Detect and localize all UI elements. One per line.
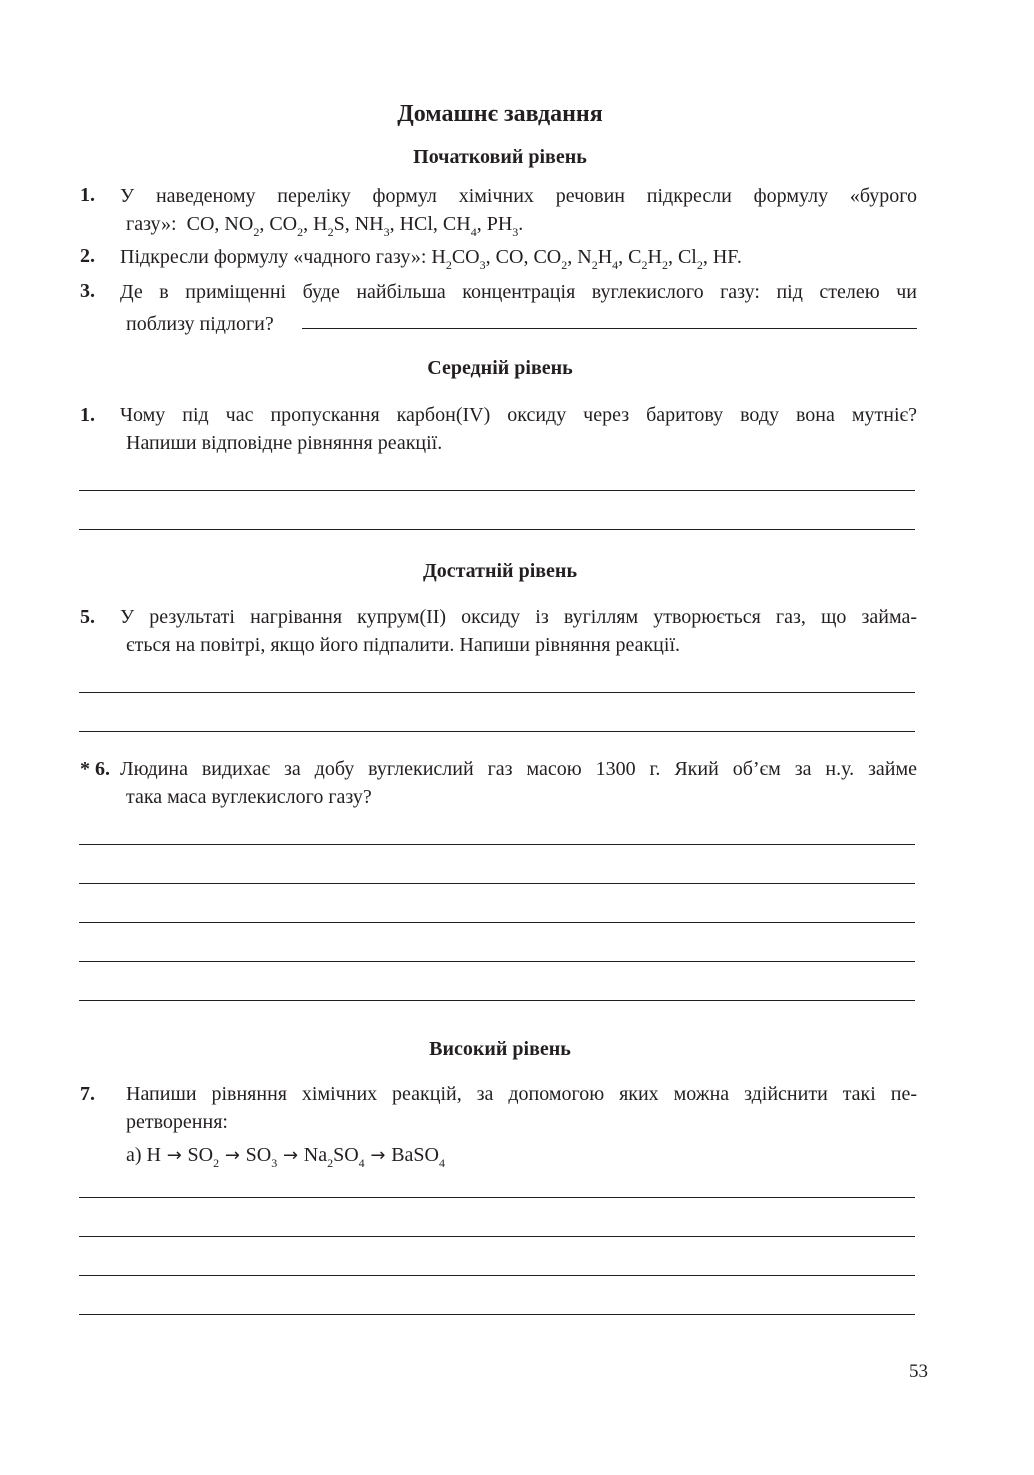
arrow-right-icon: → <box>161 1145 188 1166</box>
level-heading-initial: Початковий рівень <box>413 146 587 168</box>
chain-formulas <box>146 1144 445 1170</box>
chemical-formula: HCl <box>399 213 433 235</box>
chemical-formula: H <box>146 1144 161 1166</box>
task-text: У наведеному переліку формул хімічних речовин підкресли формулу «бурого <box>120 185 917 207</box>
chemical-formula: CO <box>495 246 524 268</box>
chemical-formula: $H_2S$ <box>313 213 345 239</box>
chemical-formula: $CO_2$ <box>269 213 304 239</box>
task-text: Людина видихає за добу вуглекислий газ масою 1300 г. Який об’єм за н.у. займе <box>120 758 917 780</box>
task-number: * 6. <box>80 758 110 780</box>
task-text: Напиши відповідне рівняння реакції. <box>126 432 443 454</box>
chemical-formula: $NO_2$ <box>224 213 260 239</box>
task-number: 1. <box>80 404 95 426</box>
chemical-formula: $SO_3$ <box>245 1144 278 1170</box>
task-number: 5. <box>80 606 95 628</box>
answer-line[interactable] <box>79 1275 915 1276</box>
task-text: така маса вуглекислого газу? <box>126 786 372 808</box>
task-text: Де в приміщенні буде найбільша концентрація вуглекислого газу: під стелею чи <box>120 281 917 303</box>
answer-line[interactable] <box>79 490 915 491</box>
task-text: У результаті нагрівання купрум(II) оксиду із вугіллям утворюється газ, що займа- <box>120 606 917 628</box>
chemical-formula: $C_2H_2$ <box>628 246 668 272</box>
answer-line[interactable] <box>79 1197 915 1198</box>
task-text: ється на повітрі, якщо його підпалити. Напиши рівняння реакції. <box>126 634 680 656</box>
chemical-formula: $NH_3$ <box>354 213 390 239</box>
task-text: газу»: <box>126 213 177 235</box>
arrow-right-icon: → <box>219 1145 246 1166</box>
chain-label: а) <box>126 1144 142 1166</box>
chemical-formula: HF <box>712 246 737 268</box>
answer-line[interactable] <box>79 731 915 732</box>
task-text-formulas <box>120 243 742 273</box>
answer-line[interactable] <box>79 692 915 693</box>
answer-line[interactable] <box>79 883 915 884</box>
chemical-formula: CO <box>186 213 215 235</box>
answer-line[interactable] <box>79 1314 915 1315</box>
answer-line[interactable] <box>79 1236 915 1237</box>
level-heading-medium: Середній рівень <box>427 357 573 379</box>
task-number: 1. <box>80 184 95 206</box>
chemical-formula: $CH_4$ <box>442 213 477 239</box>
answer-line[interactable] <box>79 844 915 845</box>
formula-list: CO, $NO_2$, $CO_2$, $H_2S$, $NH_3$, HCl, $CH_4$, $PH_3$. <box>186 213 524 239</box>
chemical-formula: $Na_2SO_4$ <box>303 1144 365 1170</box>
level-heading-high: Високий рівень <box>429 1038 571 1060</box>
chemical-formula: $Cl_2$ <box>677 246 703 272</box>
formula-list: $H_2CO_3$, CO, $CO_2$, $N_2H_4$, $C_2H_2$, $Cl_2$, HF. <box>431 246 742 272</box>
task-text: ретворення: <box>126 1111 228 1133</box>
chemical-formula: $N_2H_4$ <box>577 246 619 272</box>
answer-line[interactable] <box>302 328 917 329</box>
reaction-chain <box>126 1141 445 1171</box>
chemical-formula: BaSO$_4$ <box>391 1144 445 1170</box>
level-heading-sufficient: Достатній рівень <box>422 560 578 582</box>
answer-line[interactable] <box>79 961 915 962</box>
page-title: Домашнє завдання <box>397 101 603 127</box>
chemical-formula: $PH_3$ <box>486 213 519 239</box>
answer-line[interactable] <box>79 529 915 530</box>
answer-line[interactable] <box>79 1000 915 1001</box>
task-text: Напиши рівняння хімічних реакцій, за допомогою яких можна здійснити такі пе- <box>126 1083 917 1105</box>
chemical-formula: $H_2CO_3$ <box>431 246 486 272</box>
task-number: 7. <box>80 1083 95 1105</box>
chemical-formula: $SO_2$ <box>187 1144 220 1170</box>
page-number: 53 <box>909 1361 928 1382</box>
chemical-formula: $CO_2$ <box>533 246 568 272</box>
task-text: Чому під час пропускання карбон(IV) оксиду через баритову воду вона мутніє? <box>120 404 917 426</box>
arrow-right-icon: → <box>364 1145 392 1166</box>
task-number: 2. <box>80 245 95 267</box>
task-text: поблизу підлоги? <box>126 313 274 335</box>
task-number: 3. <box>80 280 95 302</box>
task-text: Підкресли формулу «чадного газу»: <box>120 246 427 268</box>
answer-line[interactable] <box>79 922 915 923</box>
task-text-formulas <box>126 210 523 240</box>
arrow-right-icon: → <box>277 1145 304 1166</box>
